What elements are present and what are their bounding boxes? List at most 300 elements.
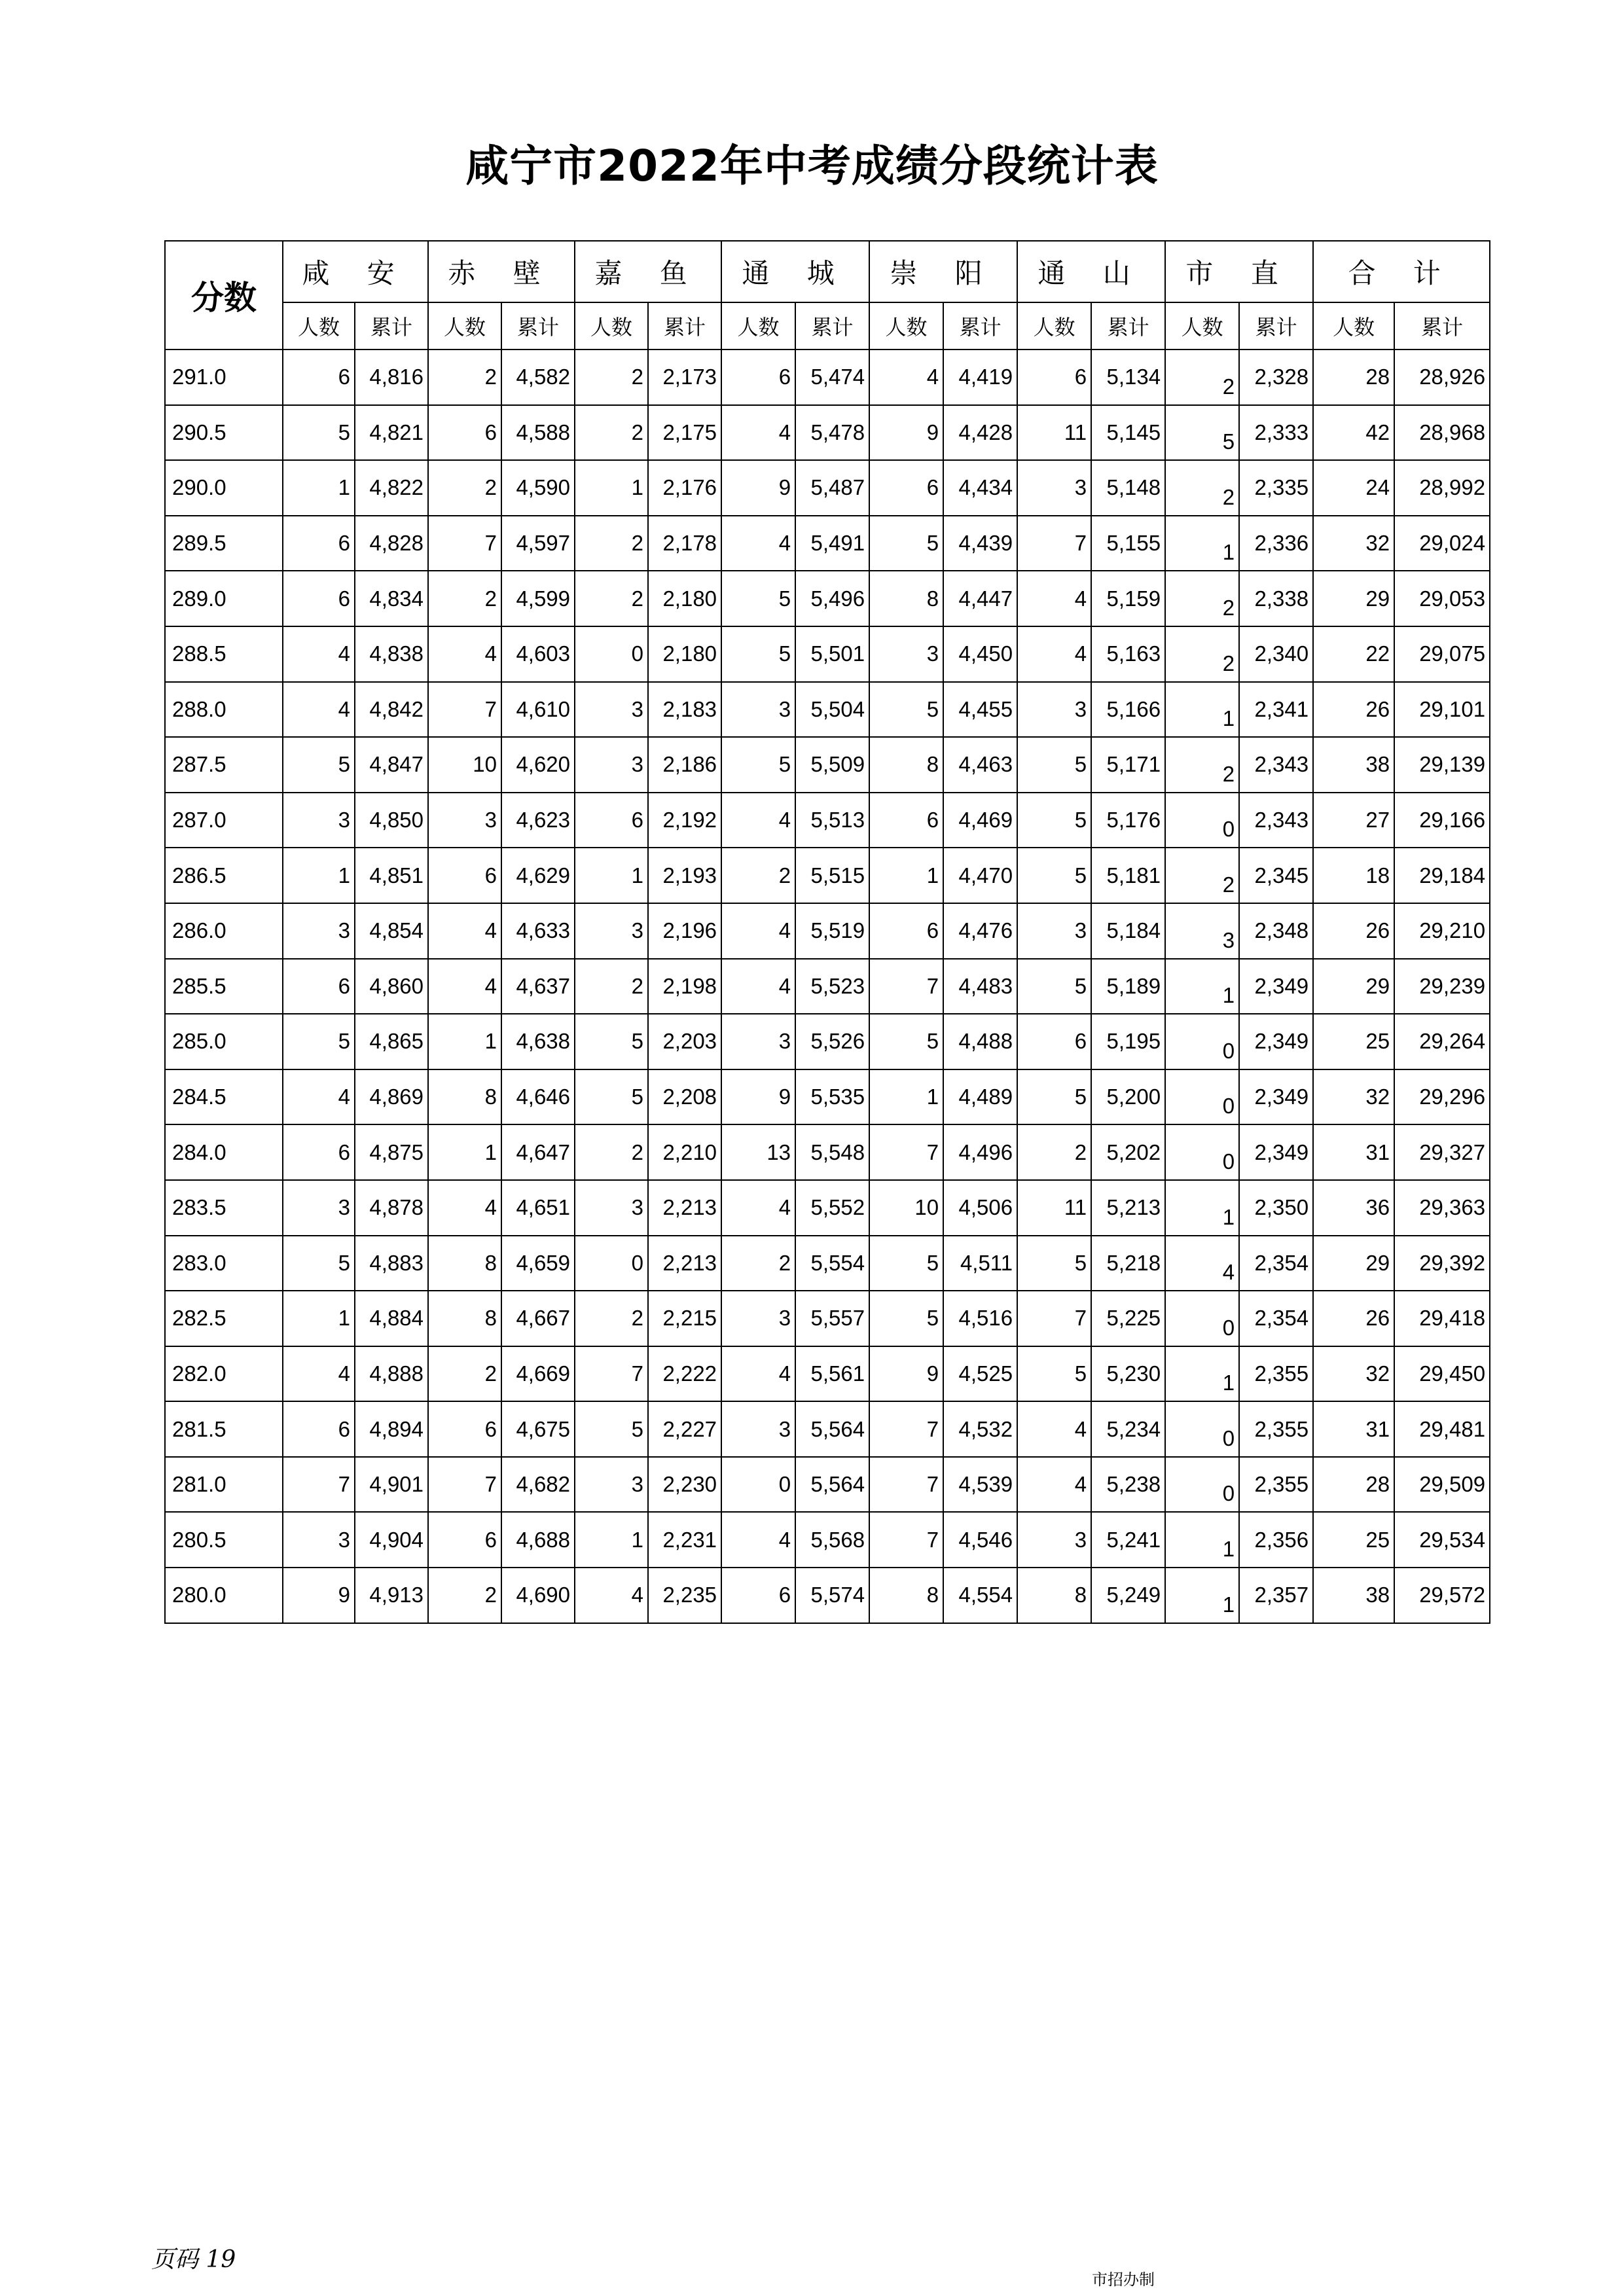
count-cell: 6 xyxy=(721,350,795,405)
cumulative-cell: 4,419 xyxy=(943,350,1017,405)
score-cell: 282.5 xyxy=(165,1291,283,1346)
score-cell: 284.5 xyxy=(165,1069,283,1125)
table-row xyxy=(165,1346,1490,1402)
count-cell: 8 xyxy=(428,1069,501,1125)
cumulative-cell: 4,483 xyxy=(943,959,1017,1014)
cumulative-cell: 5,184 xyxy=(1091,903,1165,959)
count-cell: 3 xyxy=(283,793,355,848)
count-cell: 28 xyxy=(1313,350,1394,405)
count-cell: 4 xyxy=(428,1180,501,1236)
sub-header-row xyxy=(165,302,1490,350)
count-cell: 5 xyxy=(869,1236,943,1291)
table-row xyxy=(165,959,1490,1014)
cumulative-cell: 4,838 xyxy=(355,626,428,682)
district-header: 通 山 xyxy=(1017,241,1165,302)
count-cell: 8 xyxy=(869,1568,943,1623)
cumulative-cell: 5,230 xyxy=(1091,1346,1165,1402)
cumulative-cell: 2,336 xyxy=(1239,516,1313,571)
cumulative-cell: 2,356 xyxy=(1239,1512,1313,1568)
count-cell: 10 xyxy=(428,737,501,793)
cumulative-cell: 4,546 xyxy=(943,1512,1017,1568)
cumulative-cell: 4,516 xyxy=(943,1291,1017,1346)
cumulative-cell: 5,155 xyxy=(1091,516,1165,571)
cumulative-cell: 2,349 xyxy=(1239,1124,1313,1180)
cumulative-cell: 5,519 xyxy=(795,903,869,959)
count-cell: 1 xyxy=(575,848,648,903)
cumulative-cell: 29,239 xyxy=(1394,959,1490,1014)
cumulative-cell: 29,392 xyxy=(1394,1236,1490,1291)
cumulative-cell: 4,828 xyxy=(355,516,428,571)
count-cell: 2 xyxy=(1165,350,1239,405)
count-cell: 29 xyxy=(1313,1236,1394,1291)
cumulative-cell: 29,327 xyxy=(1394,1124,1490,1180)
count-cell: 4 xyxy=(721,405,795,461)
cumulative-cell: 2,333 xyxy=(1239,405,1313,461)
count-cell: 7 xyxy=(428,682,501,738)
cumulative-cell: 4,603 xyxy=(501,626,575,682)
table-row xyxy=(165,1291,1490,1346)
cumulative-cell: 29,264 xyxy=(1394,1014,1490,1069)
count-cell: 6 xyxy=(1017,1014,1091,1069)
cumulative-cell: 4,637 xyxy=(501,959,575,1014)
cumulative-cell: 5,163 xyxy=(1091,626,1165,682)
count-cell: 3 xyxy=(283,1512,355,1568)
cumulative-cell: 4,582 xyxy=(501,350,575,405)
count-cell: 36 xyxy=(1313,1180,1394,1236)
count-cell: 6 xyxy=(575,793,648,848)
cumulative-cell: 4,904 xyxy=(355,1512,428,1568)
score-cell: 286.5 xyxy=(165,848,283,903)
cumulative-cell: 4,455 xyxy=(943,682,1017,738)
footer-organization: 市招办制 xyxy=(1092,2270,1155,2289)
cumulative-cell: 2,348 xyxy=(1239,903,1313,959)
count-cell: 3 xyxy=(575,903,648,959)
table-row xyxy=(165,682,1490,738)
cumulative-cell: 2,196 xyxy=(648,903,721,959)
count-cell: 6 xyxy=(283,350,355,405)
count-cell: 1 xyxy=(428,1014,501,1069)
count-cell: 5 xyxy=(1165,405,1239,461)
count-cell: 5 xyxy=(869,682,943,738)
score-cell: 281.0 xyxy=(165,1457,283,1513)
cumulative-cell: 2,349 xyxy=(1239,1069,1313,1125)
table-body xyxy=(165,350,1490,1623)
count-cell: 4 xyxy=(721,793,795,848)
cumulative-cell: 5,148 xyxy=(1091,460,1165,516)
count-cell: 3 xyxy=(1017,903,1091,959)
count-cell: 2 xyxy=(428,460,501,516)
count-cell: 7 xyxy=(869,959,943,1014)
score-cell: 280.5 xyxy=(165,1512,283,1568)
count-cell: 3 xyxy=(575,682,648,738)
count-cell: 7 xyxy=(575,1346,648,1402)
count-cell: 6 xyxy=(428,1401,501,1457)
cumulative-cell: 4,496 xyxy=(943,1124,1017,1180)
count-subheader: 人数 xyxy=(283,302,355,350)
cumulative-cell: 2,210 xyxy=(648,1124,721,1180)
count-cell: 2 xyxy=(1165,848,1239,903)
cumulative-cell: 5,241 xyxy=(1091,1512,1165,1568)
cumulative-cell: 5,134 xyxy=(1091,350,1165,405)
cumulative-cell: 5,249 xyxy=(1091,1568,1165,1623)
page-title: 咸宁市2022年中考成绩分段统计表 xyxy=(465,141,1159,191)
district-header-row xyxy=(165,241,1490,302)
count-cell: 2 xyxy=(428,350,501,405)
count-cell: 7 xyxy=(428,1457,501,1513)
cumulative-cell: 29,210 xyxy=(1394,903,1490,959)
cumulative-cell: 4,646 xyxy=(501,1069,575,1125)
cumulative-cell: 2,335 xyxy=(1239,460,1313,516)
cumulative-cell: 2,175 xyxy=(648,405,721,461)
cumulative-cell: 5,561 xyxy=(795,1346,869,1402)
score-cell: 285.5 xyxy=(165,959,283,1014)
count-cell: 29 xyxy=(1313,571,1394,626)
count-cell: 4 xyxy=(1017,626,1091,682)
cumulative-cell: 5,238 xyxy=(1091,1457,1165,1513)
cumulative-cell: 4,629 xyxy=(501,848,575,903)
cumulative-cell: 28,968 xyxy=(1394,405,1490,461)
cumulative-cell: 5,504 xyxy=(795,682,869,738)
cumulative-cell: 5,557 xyxy=(795,1291,869,1346)
count-cell: 5 xyxy=(721,626,795,682)
cumulative-cell: 4,851 xyxy=(355,848,428,903)
count-cell: 31 xyxy=(1313,1124,1394,1180)
cumulative-subheader: 累计 xyxy=(355,302,428,350)
cumulative-cell: 29,534 xyxy=(1394,1512,1490,1568)
score-cell: 290.5 xyxy=(165,405,283,461)
cumulative-cell: 4,469 xyxy=(943,793,1017,848)
table-row xyxy=(165,626,1490,682)
count-cell: 2 xyxy=(1017,1124,1091,1180)
cumulative-cell: 5,552 xyxy=(795,1180,869,1236)
count-cell: 4 xyxy=(428,626,501,682)
count-cell: 0 xyxy=(1165,793,1239,848)
cumulative-cell: 2,355 xyxy=(1239,1346,1313,1402)
count-cell: 2 xyxy=(1165,460,1239,516)
score-cell: 284.0 xyxy=(165,1124,283,1180)
count-cell: 6 xyxy=(869,460,943,516)
cumulative-cell: 4,875 xyxy=(355,1124,428,1180)
count-cell: 0 xyxy=(1165,1457,1239,1513)
score-cell: 283.5 xyxy=(165,1180,283,1236)
cumulative-cell: 4,647 xyxy=(501,1124,575,1180)
count-cell: 9 xyxy=(721,1069,795,1125)
count-cell: 6 xyxy=(1017,350,1091,405)
cumulative-cell: 4,476 xyxy=(943,903,1017,959)
table-row xyxy=(165,1401,1490,1457)
cumulative-cell: 2,186 xyxy=(648,737,721,793)
cumulative-cell: 28,992 xyxy=(1394,460,1490,516)
count-cell: 9 xyxy=(869,1346,943,1402)
count-cell: 4 xyxy=(428,903,501,959)
count-cell: 18 xyxy=(1313,848,1394,903)
district-header: 合 计 xyxy=(1313,241,1490,302)
cumulative-cell: 5,564 xyxy=(795,1457,869,1513)
cumulative-cell: 2,215 xyxy=(648,1291,721,1346)
count-cell: 4 xyxy=(283,682,355,738)
count-cell: 0 xyxy=(1165,1124,1239,1180)
cumulative-cell: 2,340 xyxy=(1239,626,1313,682)
cumulative-cell: 5,574 xyxy=(795,1568,869,1623)
count-subheader: 人数 xyxy=(428,302,501,350)
cumulative-cell: 2,193 xyxy=(648,848,721,903)
table-row xyxy=(165,848,1490,903)
count-cell: 1 xyxy=(869,1069,943,1125)
cumulative-cell: 2,354 xyxy=(1239,1291,1313,1346)
score-cell: 288.0 xyxy=(165,682,283,738)
count-cell: 8 xyxy=(869,571,943,626)
count-cell: 4 xyxy=(869,350,943,405)
count-cell: 1 xyxy=(283,460,355,516)
cumulative-cell: 4,884 xyxy=(355,1291,428,1346)
cumulative-cell: 2,208 xyxy=(648,1069,721,1125)
cumulative-subheader: 累计 xyxy=(1239,302,1313,350)
cumulative-cell: 4,667 xyxy=(501,1291,575,1346)
count-cell: 8 xyxy=(869,737,943,793)
count-cell: 24 xyxy=(1313,460,1394,516)
cumulative-cell: 4,597 xyxy=(501,516,575,571)
cumulative-cell: 2,231 xyxy=(648,1512,721,1568)
cumulative-cell: 5,496 xyxy=(795,571,869,626)
cumulative-cell: 2,213 xyxy=(648,1236,721,1291)
count-cell: 0 xyxy=(1165,1291,1239,1346)
cumulative-cell: 2,341 xyxy=(1239,682,1313,738)
count-cell: 3 xyxy=(721,1291,795,1346)
cumulative-cell: 5,474 xyxy=(795,350,869,405)
cumulative-cell: 4,847 xyxy=(355,737,428,793)
score-cell: 287.5 xyxy=(165,737,283,793)
cumulative-cell: 5,234 xyxy=(1091,1401,1165,1457)
count-cell: 11 xyxy=(1017,405,1091,461)
cumulative-cell: 4,842 xyxy=(355,682,428,738)
cumulative-cell: 2,227 xyxy=(648,1401,721,1457)
cumulative-cell: 4,822 xyxy=(355,460,428,516)
count-cell: 4 xyxy=(1017,1401,1091,1457)
count-cell: 7 xyxy=(869,1457,943,1513)
cumulative-cell: 2,178 xyxy=(648,516,721,571)
count-cell: 3 xyxy=(575,1457,648,1513)
count-subheader: 人数 xyxy=(575,302,648,350)
count-cell: 1 xyxy=(1165,682,1239,738)
count-cell: 6 xyxy=(428,1512,501,1568)
count-cell: 1 xyxy=(575,1512,648,1568)
score-column-header: 分数 xyxy=(165,241,283,350)
district-header: 咸 安 xyxy=(283,241,428,302)
count-cell: 3 xyxy=(1017,460,1091,516)
cumulative-cell: 5,181 xyxy=(1091,848,1165,903)
cumulative-cell: 4,428 xyxy=(943,405,1017,461)
cumulative-cell: 2,222 xyxy=(648,1346,721,1402)
cumulative-cell: 29,075 xyxy=(1394,626,1490,682)
cumulative-cell: 2,235 xyxy=(648,1568,721,1623)
cumulative-cell: 4,850 xyxy=(355,793,428,848)
count-cell: 0 xyxy=(1165,1014,1239,1069)
cumulative-cell: 5,501 xyxy=(795,626,869,682)
count-cell: 2 xyxy=(1165,626,1239,682)
cumulative-cell: 28,926 xyxy=(1394,350,1490,405)
cumulative-cell: 4,669 xyxy=(501,1346,575,1402)
table-row xyxy=(165,1457,1490,1513)
count-cell: 5 xyxy=(283,1236,355,1291)
count-cell: 3 xyxy=(721,682,795,738)
cumulative-cell: 4,913 xyxy=(355,1568,428,1623)
cumulative-cell: 4,901 xyxy=(355,1457,428,1513)
count-cell: 3 xyxy=(721,1014,795,1069)
count-cell: 32 xyxy=(1313,1346,1394,1402)
cumulative-cell: 29,363 xyxy=(1394,1180,1490,1236)
count-cell: 4 xyxy=(721,959,795,1014)
count-cell: 7 xyxy=(869,1124,943,1180)
cumulative-cell: 5,200 xyxy=(1091,1069,1165,1125)
cumulative-cell: 4,688 xyxy=(501,1512,575,1568)
count-cell: 25 xyxy=(1313,1014,1394,1069)
cumulative-cell: 29,418 xyxy=(1394,1291,1490,1346)
count-cell: 1 xyxy=(1165,1180,1239,1236)
cumulative-cell: 5,478 xyxy=(795,405,869,461)
cumulative-cell: 2,357 xyxy=(1239,1568,1313,1623)
count-cell: 4 xyxy=(721,1346,795,1402)
cumulative-cell: 2,343 xyxy=(1239,793,1313,848)
count-cell: 1 xyxy=(869,848,943,903)
count-cell: 6 xyxy=(283,516,355,571)
cumulative-cell: 5,564 xyxy=(795,1401,869,1457)
table-row xyxy=(165,350,1490,405)
cumulative-cell: 5,202 xyxy=(1091,1124,1165,1180)
cumulative-cell: 4,511 xyxy=(943,1236,1017,1291)
count-cell: 4 xyxy=(721,1180,795,1236)
count-cell: 7 xyxy=(283,1457,355,1513)
count-cell: 7 xyxy=(1017,1291,1091,1346)
count-cell: 5 xyxy=(575,1014,648,1069)
table-row xyxy=(165,1069,1490,1125)
count-cell: 6 xyxy=(428,405,501,461)
cumulative-cell: 29,166 xyxy=(1394,793,1490,848)
count-cell: 5 xyxy=(721,737,795,793)
table-row xyxy=(165,1512,1490,1568)
score-cell: 281.5 xyxy=(165,1401,283,1457)
count-cell: 2 xyxy=(1165,571,1239,626)
cumulative-cell: 5,145 xyxy=(1091,405,1165,461)
count-cell: 6 xyxy=(869,793,943,848)
table-row xyxy=(165,1014,1490,1069)
count-cell: 3 xyxy=(428,793,501,848)
count-cell: 26 xyxy=(1313,1291,1394,1346)
count-cell: 9 xyxy=(283,1568,355,1623)
cumulative-cell: 4,439 xyxy=(943,516,1017,571)
count-subheader: 人数 xyxy=(721,302,795,350)
count-cell: 4 xyxy=(283,1346,355,1402)
score-cell: 286.0 xyxy=(165,903,283,959)
cumulative-cell: 4,894 xyxy=(355,1401,428,1457)
count-cell: 42 xyxy=(1313,405,1394,461)
count-cell: 2 xyxy=(428,571,501,626)
count-cell: 0 xyxy=(1165,1069,1239,1125)
cumulative-cell: 4,821 xyxy=(355,405,428,461)
cumulative-cell: 4,554 xyxy=(943,1568,1017,1623)
count-cell: 0 xyxy=(575,626,648,682)
count-cell: 13 xyxy=(721,1124,795,1180)
score-cell: 291.0 xyxy=(165,350,283,405)
count-cell: 3 xyxy=(283,1180,355,1236)
count-cell: 5 xyxy=(869,1014,943,1069)
count-cell: 10 xyxy=(869,1180,943,1236)
count-cell: 29 xyxy=(1313,959,1394,1014)
count-cell: 5 xyxy=(1017,1346,1091,1402)
count-cell: 9 xyxy=(869,405,943,461)
count-cell: 8 xyxy=(428,1291,501,1346)
cumulative-subheader: 累计 xyxy=(501,302,575,350)
table-row xyxy=(165,1124,1490,1180)
cumulative-cell: 2,173 xyxy=(648,350,721,405)
count-cell: 2 xyxy=(721,848,795,903)
count-cell: 0 xyxy=(721,1457,795,1513)
cumulative-cell: 29,481 xyxy=(1394,1401,1490,1457)
cumulative-cell: 4,633 xyxy=(501,903,575,959)
cumulative-cell: 5,225 xyxy=(1091,1291,1165,1346)
cumulative-cell: 2,354 xyxy=(1239,1236,1313,1291)
count-cell: 5 xyxy=(721,571,795,626)
count-cell: 5 xyxy=(1017,848,1091,903)
cumulative-cell: 2,338 xyxy=(1239,571,1313,626)
cumulative-cell: 4,659 xyxy=(501,1236,575,1291)
cumulative-cell: 4,883 xyxy=(355,1236,428,1291)
count-cell: 3 xyxy=(575,1180,648,1236)
cumulative-cell: 5,515 xyxy=(795,848,869,903)
cumulative-cell: 4,816 xyxy=(355,350,428,405)
cumulative-cell: 2,180 xyxy=(648,626,721,682)
cumulative-cell: 5,509 xyxy=(795,737,869,793)
cumulative-cell: 4,854 xyxy=(355,903,428,959)
count-cell: 5 xyxy=(283,737,355,793)
count-cell: 1 xyxy=(1165,1568,1239,1623)
count-cell: 4 xyxy=(1165,1236,1239,1291)
table-row xyxy=(165,903,1490,959)
cumulative-cell: 5,166 xyxy=(1091,682,1165,738)
count-cell: 28 xyxy=(1313,1457,1394,1513)
count-cell: 6 xyxy=(869,903,943,959)
cumulative-cell: 2,180 xyxy=(648,571,721,626)
cumulative-cell: 4,506 xyxy=(943,1180,1017,1236)
count-cell: 2 xyxy=(1165,737,1239,793)
count-cell: 31 xyxy=(1313,1401,1394,1457)
count-cell: 2 xyxy=(575,959,648,1014)
cumulative-cell: 4,865 xyxy=(355,1014,428,1069)
cumulative-cell: 4,470 xyxy=(943,848,1017,903)
cumulative-cell: 2,343 xyxy=(1239,737,1313,793)
cumulative-cell: 5,491 xyxy=(795,516,869,571)
count-cell: 4 xyxy=(721,516,795,571)
cumulative-cell: 2,230 xyxy=(648,1457,721,1513)
cumulative-cell: 5,189 xyxy=(1091,959,1165,1014)
count-cell: 7 xyxy=(428,516,501,571)
score-cell: 282.0 xyxy=(165,1346,283,1402)
count-cell: 4 xyxy=(283,1069,355,1125)
count-cell: 5 xyxy=(1017,1069,1091,1125)
cumulative-cell: 5,554 xyxy=(795,1236,869,1291)
count-cell: 9 xyxy=(721,460,795,516)
table-row xyxy=(165,571,1490,626)
table-row xyxy=(165,460,1490,516)
count-cell: 7 xyxy=(1017,516,1091,571)
cumulative-cell: 4,488 xyxy=(943,1014,1017,1069)
count-cell: 3 xyxy=(721,1401,795,1457)
cumulative-cell: 29,024 xyxy=(1394,516,1490,571)
table-row xyxy=(165,405,1490,461)
count-cell: 26 xyxy=(1313,903,1394,959)
cumulative-cell: 4,450 xyxy=(943,626,1017,682)
cumulative-cell: 4,463 xyxy=(943,737,1017,793)
cumulative-cell: 4,434 xyxy=(943,460,1017,516)
